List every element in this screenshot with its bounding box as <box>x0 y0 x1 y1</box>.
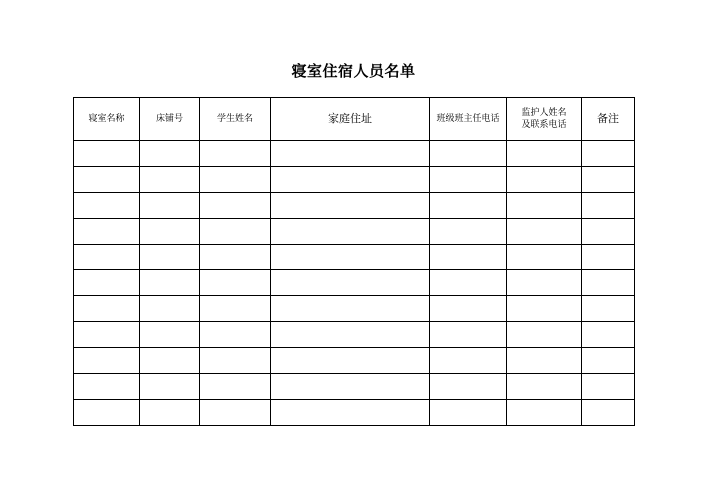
cell-home-address[interactable] <box>271 166 430 192</box>
table-row <box>74 374 635 400</box>
roster-table <box>73 97 635 426</box>
table-row <box>74 296 635 322</box>
cell-room-name[interactable] <box>74 348 140 374</box>
cell-remarks[interactable] <box>582 348 635 374</box>
table-row <box>74 166 635 192</box>
table-row <box>74 322 635 348</box>
cell-head-teacher-phone[interactable] <box>430 192 507 218</box>
cell-guardian-contact[interactable] <box>507 166 582 192</box>
cell-home-address[interactable] <box>271 374 430 400</box>
cell-student-name[interactable] <box>200 296 271 322</box>
header-student-name: 学生姓名 <box>200 98 271 141</box>
cell-head-teacher-phone[interactable] <box>430 399 507 425</box>
cell-home-address[interactable] <box>271 348 430 374</box>
cell-student-name[interactable] <box>200 166 271 192</box>
cell-bed-number[interactable] <box>140 374 200 400</box>
table-row <box>74 218 635 244</box>
page-title: 寝室住宿人员名单 <box>291 62 416 80</box>
header-home-address: 家庭住址 <box>271 98 430 141</box>
cell-student-name[interactable] <box>200 192 271 218</box>
cell-room-name[interactable] <box>74 218 140 244</box>
cell-bed-number[interactable] <box>140 399 200 425</box>
table-row <box>74 270 635 296</box>
header-bed-number: 床铺号 <box>140 98 200 141</box>
cell-head-teacher-phone[interactable] <box>430 296 507 322</box>
cell-student-name[interactable] <box>200 270 271 296</box>
cell-head-teacher-phone[interactable] <box>430 322 507 348</box>
cell-head-teacher-phone[interactable] <box>430 166 507 192</box>
cell-head-teacher-phone[interactable] <box>430 141 507 167</box>
cell-room-name[interactable] <box>74 270 140 296</box>
cell-bed-number[interactable] <box>140 244 200 270</box>
table-row <box>74 244 635 270</box>
cell-bed-number[interactable] <box>140 296 200 322</box>
cell-remarks[interactable] <box>582 166 635 192</box>
header-head-teacher-phone: 班级班主任电话 <box>430 98 507 141</box>
cell-student-name[interactable] <box>200 218 271 244</box>
cell-home-address[interactable] <box>271 192 430 218</box>
cell-head-teacher-phone[interactable] <box>430 348 507 374</box>
table-row <box>74 348 635 374</box>
cell-guardian-contact[interactable] <box>507 296 582 322</box>
cell-remarks[interactable] <box>582 270 635 296</box>
cell-remarks[interactable] <box>582 218 635 244</box>
cell-head-teacher-phone[interactable] <box>430 270 507 296</box>
cell-guardian-contact[interactable] <box>507 192 582 218</box>
table-row <box>74 192 635 218</box>
table-row <box>74 141 635 167</box>
cell-guardian-contact[interactable] <box>507 141 582 167</box>
cell-student-name[interactable] <box>200 399 271 425</box>
header-remarks: 备注 <box>582 98 635 141</box>
cell-room-name[interactable] <box>74 399 140 425</box>
cell-head-teacher-phone[interactable] <box>430 244 507 270</box>
cell-guardian-contact[interactable] <box>507 348 582 374</box>
cell-remarks[interactable] <box>582 322 635 348</box>
cell-guardian-contact[interactable] <box>507 218 582 244</box>
cell-bed-number[interactable] <box>140 322 200 348</box>
cell-bed-number[interactable] <box>140 141 200 167</box>
cell-home-address[interactable] <box>271 244 430 270</box>
cell-remarks[interactable] <box>582 374 635 400</box>
cell-bed-number[interactable] <box>140 270 200 296</box>
cell-guardian-contact[interactable] <box>507 399 582 425</box>
header-guardian-contact: 监护人姓名 及联系电话 <box>507 98 582 141</box>
cell-head-teacher-phone[interactable] <box>430 374 507 400</box>
header-room-name: 寝室名称 <box>74 98 140 141</box>
table-row <box>74 399 635 425</box>
cell-room-name[interactable] <box>74 374 140 400</box>
cell-remarks[interactable] <box>582 244 635 270</box>
cell-room-name[interactable] <box>74 192 140 218</box>
cell-home-address[interactable] <box>271 218 430 244</box>
cell-bed-number[interactable] <box>140 192 200 218</box>
cell-home-address[interactable] <box>271 322 430 348</box>
cell-room-name[interactable] <box>74 141 140 167</box>
cell-room-name[interactable] <box>74 322 140 348</box>
cell-home-address[interactable] <box>271 296 430 322</box>
cell-student-name[interactable] <box>200 374 271 400</box>
cell-student-name[interactable] <box>200 244 271 270</box>
cell-bed-number[interactable] <box>140 348 200 374</box>
cell-remarks[interactable] <box>582 192 635 218</box>
cell-room-name[interactable] <box>74 244 140 270</box>
cell-guardian-contact[interactable] <box>507 374 582 400</box>
cell-bed-number[interactable] <box>140 218 200 244</box>
cell-room-name[interactable] <box>74 166 140 192</box>
cell-guardian-contact[interactable] <box>507 244 582 270</box>
cell-home-address[interactable] <box>271 399 430 425</box>
cell-bed-number[interactable] <box>140 166 200 192</box>
cell-guardian-contact[interactable] <box>507 270 582 296</box>
cell-student-name[interactable] <box>200 322 271 348</box>
cell-remarks[interactable] <box>582 399 635 425</box>
cell-home-address[interactable] <box>271 270 430 296</box>
cell-home-address[interactable] <box>271 141 430 167</box>
header-row <box>74 98 635 141</box>
cell-remarks[interactable] <box>582 141 635 167</box>
cell-room-name[interactable] <box>74 296 140 322</box>
cell-remarks[interactable] <box>582 296 635 322</box>
cell-student-name[interactable] <box>200 348 271 374</box>
cell-student-name[interactable] <box>200 141 271 167</box>
cell-head-teacher-phone[interactable] <box>430 218 507 244</box>
cell-guardian-contact[interactable] <box>507 322 582 348</box>
